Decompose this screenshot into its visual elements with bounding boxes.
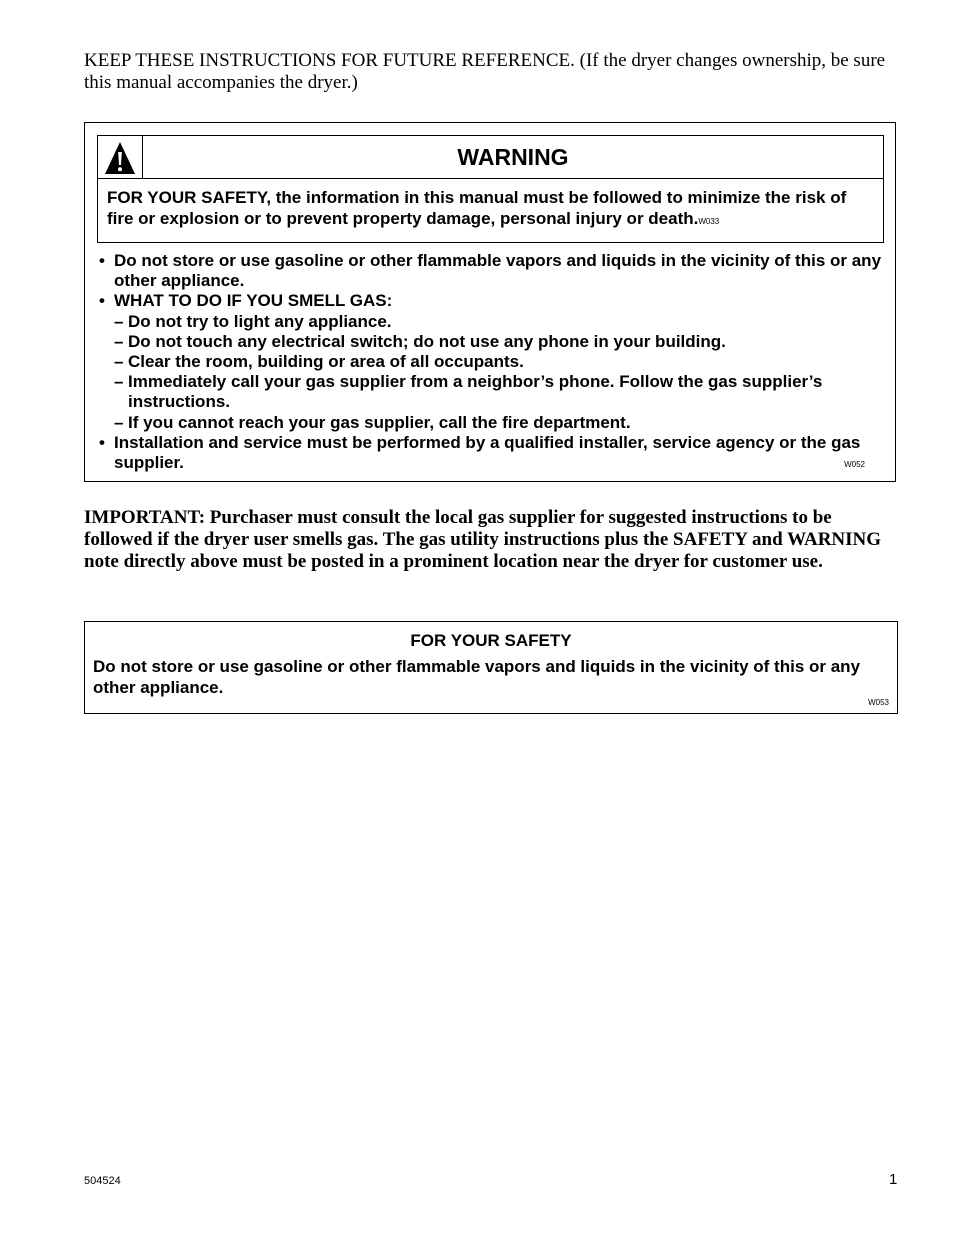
- gas-step-item: – Clear the room, building or area of all occupants.: [114, 352, 524, 372]
- warning-title: WARNING: [143, 136, 883, 179]
- warning-triangle-icon: [104, 141, 136, 175]
- gas-step-text: Immediately call your gas supplier from a neighbor’s phone. Follow the gas supplier’s instructions.: [128, 372, 823, 412]
- safety-box-title: FOR YOUR SAFETY: [410, 631, 572, 650]
- warning-safety-statement: FOR YOUR SAFETY, the information in this manual must be followed to minimize the risk of fire or explosion or to prevent property damage, personal injury or death.: [107, 188, 847, 228]
- document-number: 504524: [84, 1175, 121, 1187]
- page-number: 1: [889, 1171, 898, 1188]
- warning-icon-cell: [98, 136, 143, 179]
- list-item-text: Do not store or use gasoline or other flammable vapors and liquids in the vicinity of this or any other appliance.: [114, 251, 882, 291]
- list-item: • Installation and service must be performed by a qualified installer, service agency or the gas supplier.: [99, 432, 861, 473]
- list-item: • Do not store or use gasoline or other flammable vapors and liquids in the vicinity of this or any other appliance.: [99, 251, 882, 291]
- gas-step-text: Do not try to light any appliance.: [128, 311, 392, 331]
- gas-step-text: Clear the room, building or area of all occupants.: [128, 352, 524, 372]
- warning-box: [84, 122, 896, 482]
- intro-text: KEEP THESE INSTRUCTIONS FOR FUTURE REFERENCE. (If the dryer changes ownership, be sure this manual accompanies the dryer.): [84, 50, 886, 93]
- list-item-text: WHAT TO DO IF YOU SMELL GAS:: [114, 291, 393, 311]
- gas-step-item: – If you cannot reach your gas supplier, call the fire department.: [114, 412, 631, 432]
- warning-header-box: [97, 135, 884, 243]
- list-item-text: Installation and service must be performed by a qualified installer, service agency or the gas supplier.: [114, 432, 861, 473]
- warning-list-code: W052: [844, 460, 865, 469]
- warning-list: [99, 251, 889, 473]
- safety-box-code: W053: [868, 698, 889, 707]
- safety-box: [84, 621, 898, 714]
- gas-step-item: – Immediately call your gas supplier from a neighbor’s phone. Follow the gas supplier’s instructions.: [114, 372, 823, 412]
- list-item: • WHAT TO DO IF YOU SMELL GAS:: [99, 291, 393, 311]
- gas-step-text: Do not touch any electrical switch; do not use any phone in your building.: [128, 331, 726, 351]
- gas-step-text: If you cannot reach your gas supplier, call the fire department.: [128, 412, 631, 432]
- gas-step-item: – Do not try to light any appliance.: [114, 311, 392, 331]
- warning-safety-text: [107, 187, 877, 232]
- safety-box-body: Do not store or use gasoline or other flammable vapors and liquids in the vicinity of this or any other appliance.: [93, 657, 861, 697]
- gas-step-item: – Do not touch any electrical switch; do not use any phone in your building.: [114, 331, 726, 351]
- important-note: IMPORTANT: Purchaser must consult the local gas supplier for suggested instructions to be followed if the dryer user smells gas. The gas utility instructions plus the SAFETY and WARNING note directly above must be posted in a prominent location near the dryer for customer use.: [84, 507, 882, 572]
- warning-header-rule: [98, 178, 143, 179]
- warning-safety-code: W033: [698, 217, 720, 226]
